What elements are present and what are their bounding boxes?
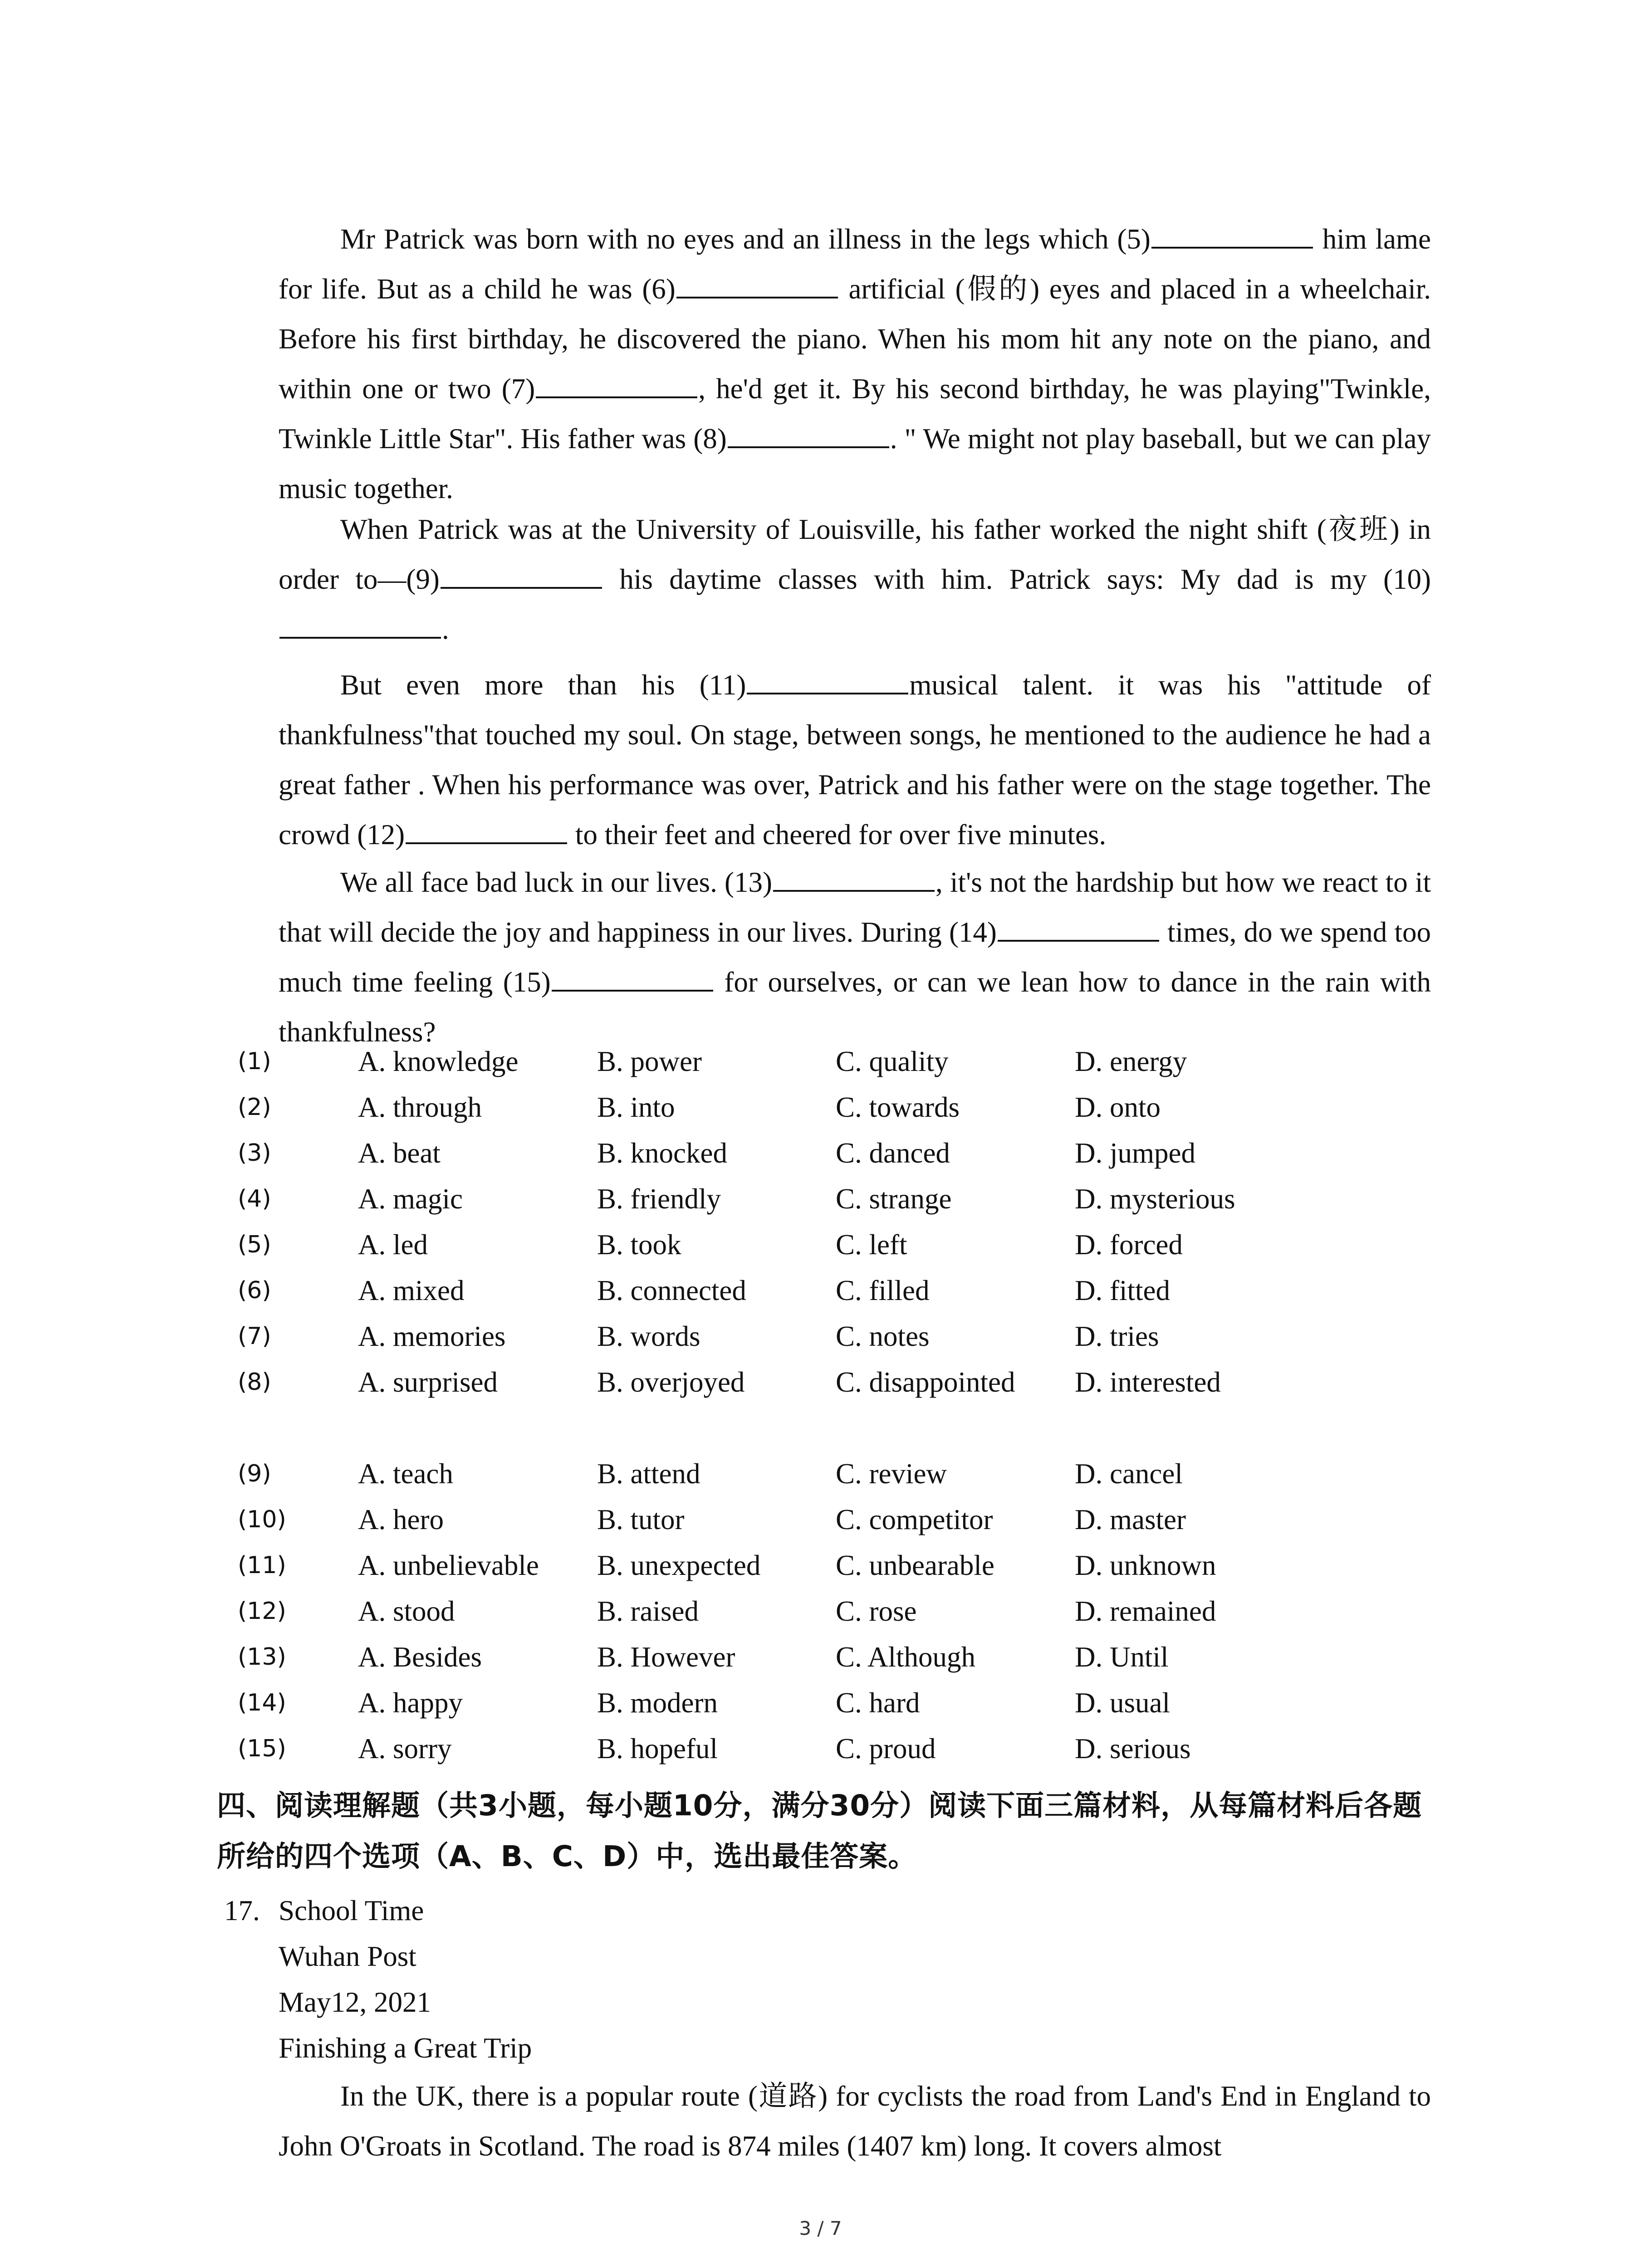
option-c[interactable]: C. proud	[836, 1733, 936, 1765]
option-b[interactable]: B. raised	[597, 1595, 699, 1627]
option-number: (12)	[238, 1598, 286, 1625]
option-row	[238, 1497, 1413, 1543]
option-a[interactable]: A. hero	[358, 1504, 444, 1535]
option-row	[238, 1359, 1413, 1405]
option-b[interactable]: B. However	[597, 1641, 735, 1673]
option-row	[238, 1543, 1413, 1589]
passage-paragraph-4: We all face bad luck in our lives. (13) , it's not the hardship but how we react to it that will decide the joy and happiness in our lives. During (14) times, do we spend too much time feeling (15) for ourselves, or can we lean how to dance in the rain with thankfulness?	[279, 857, 1431, 1057]
option-a[interactable]: A. beat	[358, 1137, 441, 1169]
option-a[interactable]: A. unbelievable	[358, 1549, 539, 1581]
article-title: Finishing a Great Trip	[279, 2032, 532, 2064]
option-c[interactable]: C. quality	[836, 1046, 949, 1077]
page-number: 3 / 7	[799, 2217, 842, 2239]
answer-blank[interactable]	[552, 963, 713, 992]
option-a[interactable]: A. teach	[358, 1458, 453, 1490]
option-b[interactable]: B. attend	[597, 1458, 700, 1490]
option-b[interactable]: B. overjoyed	[597, 1366, 745, 1398]
answer-blank[interactable]	[998, 913, 1159, 942]
option-d[interactable]: D. cancel	[1075, 1458, 1183, 1490]
option-row	[238, 1680, 1413, 1726]
answer-blank[interactable]	[441, 560, 602, 589]
option-b[interactable]: B. took	[597, 1229, 681, 1261]
option-c[interactable]: C. rose	[836, 1595, 917, 1627]
option-number: (8)	[238, 1369, 271, 1396]
answer-blank[interactable]	[279, 610, 441, 639]
article-source: Wuhan Post	[279, 1941, 416, 1972]
answer-blank[interactable]	[406, 815, 567, 844]
option-c[interactable]: C. danced	[836, 1137, 950, 1169]
section-heading: 四、阅读理解题（共3小题，每小题10分，满分30分）阅读下面三篇材料，从每篇材料后各题所给的四个选项（A、B、C、D）中，选出最佳答案。	[217, 1789, 1422, 1873]
option-row	[238, 1314, 1413, 1359]
option-number: (7)	[238, 1323, 271, 1350]
answer-blank[interactable]	[1151, 220, 1313, 249]
passage-paragraph-2: When Patrick was at the University of Louisville, his father worked the night shift (夜班) in order to—(9) his daytime classes with him. Patrick says: My dad is my (10).	[279, 513, 1431, 645]
option-b[interactable]: B. power	[597, 1046, 702, 1077]
option-d[interactable]: D. remained	[1075, 1595, 1216, 1627]
option-a[interactable]: A. knowledge	[358, 1046, 519, 1077]
option-b[interactable]: B. friendly	[597, 1183, 721, 1215]
answer-blank[interactable]	[747, 665, 908, 694]
option-a[interactable]: A. led	[358, 1229, 428, 1261]
option-number: (1)	[238, 1048, 271, 1075]
option-c[interactable]: C. review	[836, 1458, 947, 1490]
option-a[interactable]: A. happy	[358, 1687, 463, 1719]
option-d[interactable]: D. master	[1075, 1504, 1186, 1535]
option-c[interactable]: C. competitor	[836, 1504, 993, 1535]
answer-blank[interactable]	[536, 369, 697, 398]
option-b[interactable]: B. hopeful	[597, 1733, 718, 1765]
option-d[interactable]: D. Until	[1075, 1641, 1169, 1673]
option-c[interactable]: C. notes	[836, 1320, 930, 1352]
option-b[interactable]: B. unexpected	[597, 1549, 761, 1581]
article-body: In the UK, there is a popular route (道路) for cyclists the road from Land's End in England to John O'Groats in Scotland. The road is 874 miles (1407 km) long. It covers almost	[279, 2080, 1431, 2162]
option-b[interactable]: B. connected	[597, 1275, 746, 1306]
option-row	[238, 1589, 1413, 1634]
option-row	[238, 1726, 1413, 1772]
option-a[interactable]: A. memories	[358, 1320, 506, 1352]
answer-blank[interactable]	[676, 269, 838, 298]
option-number: (5)	[238, 1231, 271, 1258]
option-number: (3)	[238, 1139, 271, 1167]
option-number: (14)	[238, 1689, 286, 1716]
option-b[interactable]: B. into	[597, 1091, 675, 1123]
answer-options-list	[238, 1039, 1413, 1772]
option-a[interactable]: A. Besides	[358, 1641, 482, 1673]
option-c[interactable]: C. disappointed	[836, 1366, 1015, 1398]
option-row	[238, 1222, 1413, 1268]
option-d[interactable]: D. tries	[1075, 1320, 1159, 1352]
question-number: 17.	[224, 1895, 260, 1926]
answer-blank[interactable]	[728, 419, 889, 448]
option-a[interactable]: A. mixed	[358, 1275, 465, 1306]
option-d[interactable]: D. serious	[1075, 1733, 1191, 1765]
option-number: (4)	[238, 1185, 271, 1212]
passage-paragraph-1: Mr Patrick was born with no eyes and an illness in the legs which (5) him lame for life. But as a child he was (6) artificial (假的) eyes and placed in a wheelchair. Before his first birthday, he discovered the piano. When his mom hit any note on the piano, and within one or two (7) , he'd get it. By his second birthday, he was playing"Twinkle, Twinkle Little Star". His father was (8) . " We might not play baseball, but we can play music together.	[279, 214, 1431, 513]
option-d[interactable]: D. energy	[1075, 1046, 1187, 1077]
passage-paragraph-3: But even more than his (11) musical talent. it was his "attitude of thankfulness"that touched my soul. On stage, between songs, he mentioned to the audience he had a great father . When his performance was over, Patrick and his father were on the stage together. The crowd (12) to their feet and cheered for over five minutes.	[279, 660, 1431, 860]
option-c[interactable]: C. Although	[836, 1641, 976, 1673]
option-d[interactable]: D. forced	[1075, 1229, 1183, 1261]
option-number: (9)	[238, 1460, 271, 1487]
option-a[interactable]: A. stood	[358, 1595, 455, 1627]
option-d[interactable]: D. interested	[1075, 1366, 1221, 1398]
option-number: (2)	[238, 1094, 271, 1121]
option-b[interactable]: B. words	[597, 1320, 700, 1352]
option-a[interactable]: A. through	[358, 1091, 482, 1123]
option-d[interactable]: D. usual	[1075, 1687, 1170, 1719]
option-b[interactable]: B. tutor	[597, 1504, 685, 1535]
option-a[interactable]: A. magic	[358, 1183, 463, 1215]
option-d[interactable]: D. mysterious	[1075, 1183, 1235, 1215]
option-row	[238, 1268, 1413, 1314]
option-c[interactable]: C. hard	[836, 1687, 920, 1719]
option-row	[238, 1176, 1413, 1222]
option-d[interactable]: D. unknown	[1075, 1549, 1216, 1581]
answer-blank[interactable]	[773, 863, 935, 892]
option-d[interactable]: D. jumped	[1075, 1137, 1195, 1169]
option-row	[238, 1085, 1413, 1130]
article-date: May12, 2021	[279, 1986, 431, 2018]
option-number: (11)	[238, 1552, 286, 1579]
option-c[interactable]: C. unbearable	[836, 1549, 994, 1581]
option-a[interactable]: A. sorry	[358, 1733, 452, 1765]
option-b[interactable]: B. modern	[597, 1687, 718, 1719]
option-number: (15)	[238, 1735, 286, 1762]
option-c[interactable]: C. strange	[836, 1183, 952, 1215]
option-number: (10)	[238, 1506, 286, 1533]
option-row	[238, 1634, 1413, 1680]
article-section: School Time	[279, 1895, 424, 1926]
option-c[interactable]: C. filled	[836, 1275, 930, 1306]
option-row	[238, 1039, 1413, 1085]
option-row	[238, 1451, 1413, 1497]
option-c[interactable]: C. left	[836, 1229, 907, 1261]
option-a[interactable]: A. surprised	[358, 1366, 498, 1398]
option-row	[238, 1130, 1413, 1176]
option-number: (13)	[238, 1643, 286, 1671]
option-number: (6)	[238, 1277, 271, 1304]
option-d[interactable]: D. fitted	[1075, 1275, 1170, 1306]
option-b[interactable]: B. knocked	[597, 1137, 727, 1169]
option-d[interactable]: D. onto	[1075, 1091, 1161, 1123]
option-c[interactable]: C. towards	[836, 1091, 960, 1123]
